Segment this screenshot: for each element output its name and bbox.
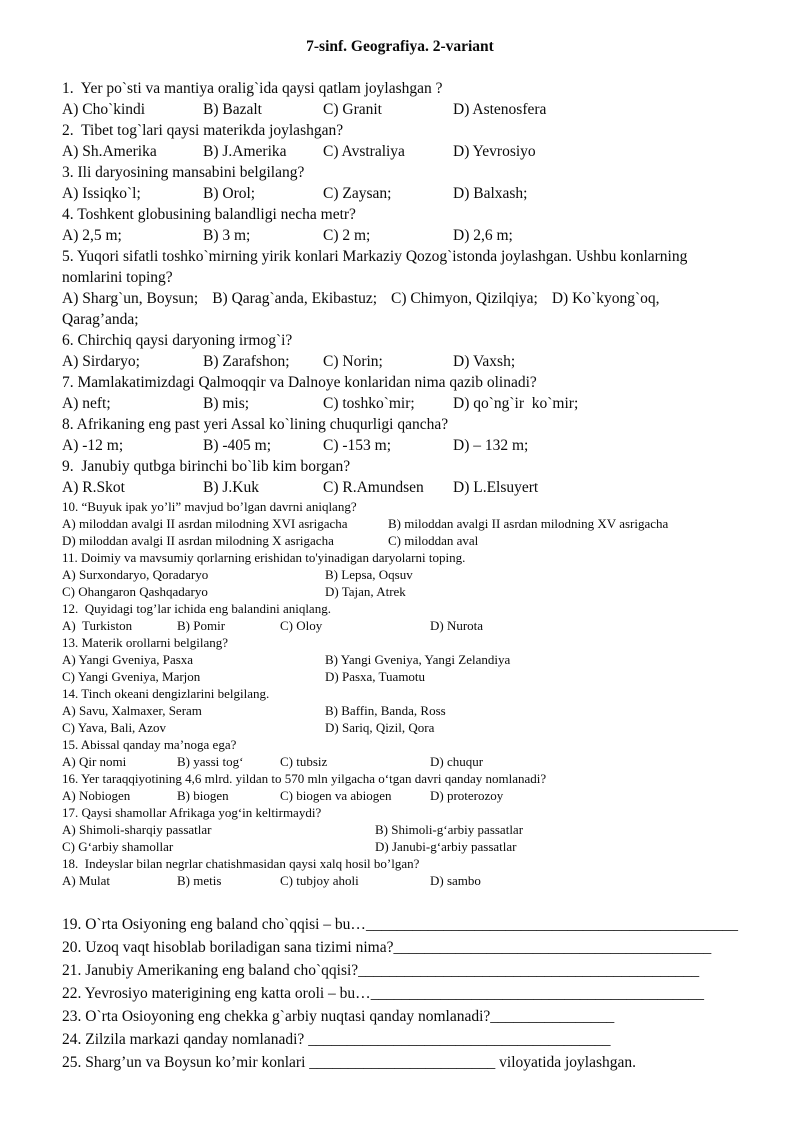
answer-option: C) Chimyon, Qizilqiya; bbox=[391, 290, 538, 307]
options-row bbox=[62, 872, 738, 889]
answer-option: B) 3 m; bbox=[203, 227, 251, 244]
question-text: 17. Qaysi shamollar Afrikaga yog‘in keltirmaydi? bbox=[62, 805, 322, 820]
answer-option: A) Cho`kindi bbox=[62, 101, 146, 118]
question-text: 2. Tibet tog`lari qaysi materikda joylashgan? bbox=[62, 122, 344, 139]
question bbox=[62, 414, 738, 456]
answer-option: A) Yangi Gveniya, Pasxa bbox=[62, 652, 194, 667]
question-text: 5. Yuqori sifatli toshko`mirning yirik konlari Markaziy Qozog`istonda joylashgan. Ushbu konlarning nomlarini toping? bbox=[62, 248, 692, 286]
answer-blank: ________________________ bbox=[309, 1054, 496, 1071]
fill-question bbox=[62, 1028, 738, 1051]
answer-option: D) Sariq, Qizil, Qora bbox=[325, 720, 435, 735]
question bbox=[62, 685, 738, 736]
question bbox=[62, 634, 738, 685]
question bbox=[62, 736, 738, 770]
answer-option: B) Pomir bbox=[177, 618, 226, 633]
question-text: 18. Indeyslar bilan negrlar chatishmasidan qaysi xalq hosil bo’lgan? bbox=[62, 856, 420, 871]
question-text: 8. Afrikaning eng past yeri Assal ko`lining chuqurligi qancha? bbox=[62, 416, 449, 433]
answer-option: C) toshko`mir; bbox=[323, 395, 415, 412]
answer-option: D) proterozoy bbox=[430, 788, 504, 803]
question-text: 4. Toshkent globusining balandligi necha metr? bbox=[62, 206, 356, 223]
answer-option: C) Yava, Bali, Azov bbox=[62, 720, 166, 735]
answer-option: B) yassi tog‘ bbox=[177, 754, 244, 769]
answer-option: D) Pasxa, Tuamotu bbox=[325, 669, 426, 684]
question bbox=[62, 456, 738, 498]
question-text: 22. Yevrosiyo materigining eng katta oroli – bu… bbox=[62, 985, 371, 1002]
answer-option: D) chuqur bbox=[430, 754, 484, 769]
questions-section-1-9 bbox=[62, 78, 738, 498]
answer-blank: ________________________________________________ bbox=[365, 916, 738, 933]
answer-option: D) miloddan avalgi II asrdan milodning X asrigacha bbox=[62, 533, 334, 548]
question-text: 25. Sharg’un va Boysun ko’mir konlari bbox=[62, 1054, 310, 1071]
answer-option: C) Granit bbox=[323, 101, 382, 118]
fill-question bbox=[62, 1051, 738, 1074]
answer-option: C) tubjoy aholi bbox=[280, 873, 359, 888]
options-row bbox=[62, 821, 738, 855]
answer-option: B) Orol; bbox=[203, 185, 256, 202]
answer-option: C) G‘arbiy shamollar bbox=[62, 839, 174, 854]
answer-blank: ________________ bbox=[490, 1008, 615, 1025]
question-text: 11. Doimiy va mavsumiy qorlarning erishidan to'yinadigan daryolarni toping. bbox=[62, 550, 466, 565]
answer-option: A) Issiqko`l; bbox=[62, 185, 141, 202]
answer-option: A) 2,5 m; bbox=[62, 227, 122, 244]
fill-question bbox=[62, 959, 738, 982]
answer-option: D) Yevrosiyo bbox=[453, 143, 536, 160]
question-text: 19. O`rta Osiyoning eng baland cho`qqisi – bu… bbox=[62, 916, 366, 933]
answer-blank: _________________________________________ bbox=[393, 939, 712, 956]
options-row bbox=[62, 651, 738, 685]
answer-option: B) Lepsa, Oqsuv bbox=[325, 567, 413, 582]
fill-question bbox=[62, 913, 738, 936]
options-row bbox=[62, 141, 738, 162]
question bbox=[62, 78, 738, 120]
fill-question bbox=[62, 1005, 738, 1028]
question-text: 13. Materik orollarni belgilang? bbox=[62, 635, 229, 650]
answer-option: C) Yangi Gveniya, Marjon bbox=[62, 669, 201, 684]
answer-option: A) Surxondaryo, Qoradaryo bbox=[62, 567, 209, 582]
answer-option: C) tubsiz bbox=[280, 754, 328, 769]
question bbox=[62, 162, 738, 204]
question-text: 7. Mamlakatimizdagi Qalmoqqir va Dalnoye konlaridan nima qazib olinadi? bbox=[62, 374, 537, 391]
answer-option: D) L.Elsuyert bbox=[453, 479, 539, 496]
answer-option: B) miloddan avalgi II asrdan milodning XV asrigacha bbox=[388, 516, 669, 531]
answer-option: D) qo`ng`ir ko`mir; bbox=[453, 395, 579, 412]
options-row bbox=[62, 515, 738, 549]
answer-option: D) Vaxsh; bbox=[453, 353, 516, 370]
answer-option: D) Nurota bbox=[430, 618, 484, 633]
question bbox=[62, 855, 738, 889]
answer-option: A) Sirdaryo; bbox=[62, 353, 140, 370]
answer-option: C) biogen va abiogen bbox=[280, 788, 392, 803]
answer-option: C) Oloy bbox=[280, 618, 323, 633]
answer-option: A) Shimoli-sharqiy passatlar bbox=[62, 822, 212, 837]
fill-question bbox=[62, 982, 738, 1005]
question-text: 24. Zilzila markazi qanday nomlanadi? bbox=[62, 1031, 309, 1048]
options-row bbox=[62, 787, 738, 804]
answer-blank: ____________________________________________ bbox=[358, 962, 700, 979]
question-suffix: viloyatida joylashgan. bbox=[495, 1054, 637, 1071]
answer-option: D) Tajan, Atrek bbox=[325, 584, 406, 599]
answer-blank: _______________________________________ bbox=[308, 1031, 611, 1048]
answer-option: B) mis; bbox=[203, 395, 250, 412]
answer-option: A) Mulat bbox=[62, 873, 111, 888]
question-text: 15. Abissal qanday ma’noga ega? bbox=[62, 737, 237, 752]
options-row bbox=[62, 393, 738, 414]
answer-option: B) Qarag`anda, Ekibastuz; bbox=[212, 290, 378, 307]
page-title: 7-sinf. Geografiya. 2-variant bbox=[306, 38, 494, 55]
answer-option: B) Shimoli-g‘arbiy passatlar bbox=[375, 822, 524, 837]
answer-option: D) 2,6 m; bbox=[453, 227, 513, 244]
options-row bbox=[62, 225, 738, 246]
question bbox=[62, 549, 738, 600]
options-row bbox=[62, 753, 738, 770]
answer-option: C) Norin; bbox=[323, 353, 383, 370]
answer-option: D) Ko`kyong`oq, Qarag’anda; bbox=[62, 290, 664, 328]
answer-option: D) Astenosfera bbox=[453, 101, 547, 118]
question bbox=[62, 246, 738, 330]
question bbox=[62, 770, 738, 804]
answer-option: A) -12 m; bbox=[62, 437, 124, 454]
answer-option: A) Savu, Xalmaxer, Seram bbox=[62, 703, 202, 718]
options-row bbox=[62, 183, 738, 204]
question-text: 16. Yer taraqqiyotining 4,6 mlrd. yildan to 570 mln yilgacha o‘tgan davri qanday nomlanadi? bbox=[62, 771, 547, 786]
question-text: 9. Janubiy qutbga birinchi bo`lib kim borgan? bbox=[62, 458, 351, 475]
question-text: 10. “Buyuk ipak yo’li” mavjud bo’lgan davrni aniqlang? bbox=[62, 499, 357, 514]
answer-option: C) R.Amundsen bbox=[323, 479, 424, 496]
question bbox=[62, 120, 738, 162]
answer-option: D) sambo bbox=[430, 873, 481, 888]
answer-option: C) Zaysan; bbox=[323, 185, 392, 202]
answer-option: B) biogen bbox=[177, 788, 229, 803]
question bbox=[62, 330, 738, 372]
fill-question bbox=[62, 936, 738, 959]
options-row bbox=[62, 99, 738, 120]
question-text: 23. O`rta Osioyoning eng chekka g`arbiy nuqtasi qanday nomlanadi? bbox=[62, 1008, 491, 1025]
answer-option: D) Balxash; bbox=[453, 185, 528, 202]
question bbox=[62, 498, 738, 549]
question bbox=[62, 372, 738, 414]
question-text: 3. Ili daryosining mansabini belgilang? bbox=[62, 164, 305, 181]
question-text: 1. Yer po`sti va mantiya oralig`ida qaysi qatlam joylashgan ? bbox=[62, 80, 443, 97]
question bbox=[62, 204, 738, 246]
answer-option: A) Sharg`un, Boysun; bbox=[62, 290, 199, 307]
answer-option: B) J.Kuk bbox=[203, 479, 259, 496]
answer-option: B) J.Amerika bbox=[203, 143, 287, 160]
question bbox=[62, 804, 738, 855]
answer-option: C) Ohangaron Qashqadaryo bbox=[62, 584, 208, 599]
answer-option: C) 2 m; bbox=[323, 227, 371, 244]
question bbox=[62, 600, 738, 634]
options-row bbox=[62, 351, 738, 372]
question-text: 14. Tinch okeani dengizlarini belgilang. bbox=[62, 686, 270, 701]
options-row bbox=[62, 288, 738, 330]
answer-option: A) Nobiogen bbox=[62, 788, 131, 803]
options-row bbox=[62, 617, 738, 634]
answer-option: C) -153 m; bbox=[323, 437, 392, 454]
answer-blank: ___________________________________________ bbox=[370, 985, 704, 1002]
answer-option: B) Bazalt bbox=[203, 101, 262, 118]
answer-option: A) Turkiston bbox=[62, 618, 133, 633]
answer-option: B) Zarafshon; bbox=[203, 353, 290, 370]
answer-option: C) Avstraliya bbox=[323, 143, 405, 160]
question-text: 21. Janubiy Amerikaning eng baland cho`qqisi? bbox=[62, 962, 359, 979]
answer-option: B) -405 m; bbox=[203, 437, 272, 454]
options-row bbox=[62, 435, 738, 456]
answer-option: B) Baffin, Banda, Ross bbox=[325, 703, 446, 718]
answer-option: A) R.Skot bbox=[62, 479, 125, 496]
question-text: 20. Uzoq vaqt hisoblab boriladigan sana tizimi nima? bbox=[62, 939, 394, 956]
questions-section-10-18 bbox=[62, 498, 738, 889]
answer-option: A) Sh.Amerika bbox=[62, 143, 157, 160]
question-text: 12. Quyidagi tog’lar ichida eng balandini aniqlang. bbox=[62, 601, 331, 616]
answer-option: C) miloddan aval bbox=[388, 533, 479, 548]
answer-option: D) – 132 m; bbox=[453, 437, 529, 454]
answer-option: A) neft; bbox=[62, 395, 111, 412]
options-row bbox=[62, 566, 738, 600]
question-text: 6. Chirchiq qaysi daryoning irmog`i? bbox=[62, 332, 293, 349]
answer-option: D) Janubi-g‘arbiy passatlar bbox=[375, 839, 517, 854]
options-row bbox=[62, 702, 738, 736]
options-row bbox=[62, 477, 738, 498]
answer-option: A) Qir nomi bbox=[62, 754, 127, 769]
answer-option: B) Yangi Gveniya, Yangi Zelandiya bbox=[325, 652, 511, 667]
answer-option: B) metis bbox=[177, 873, 222, 888]
answer-option: A) miloddan avalgi II asrdan milodning XVI asrigacha bbox=[62, 516, 348, 531]
questions-section-19-25 bbox=[62, 913, 738, 1074]
